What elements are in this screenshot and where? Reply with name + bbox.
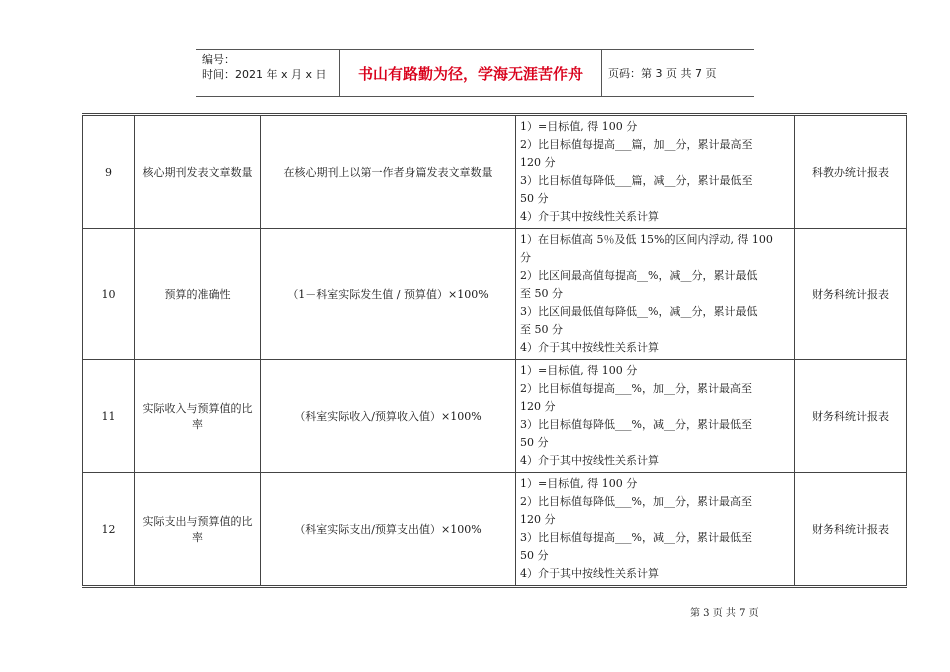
scoring-rules	[516, 115, 795, 229]
rule-line: 至 50 分	[520, 287, 563, 300]
data-source: 财务科统计报表	[795, 229, 907, 360]
rule-line: 1）在目标值高 5％及低 15%的区间内浮动, 得 100	[520, 233, 773, 246]
rule-line: 3）比目标值每降低___%，减__分，累计最低至	[520, 418, 752, 431]
indicator-formula: （科室实际支出/预算支出值）×100%	[261, 473, 516, 587]
header-motto: 书山有路勤为径，学海无涯苦作舟	[340, 50, 602, 96]
row-number: 9	[83, 115, 135, 229]
rule-line: 1）=目标值, 得 100 分	[520, 120, 638, 133]
indicator-name: 预算的准确性	[135, 229, 261, 360]
table-row	[83, 229, 907, 360]
rule-line: 4）介于其中按线性关系计算	[520, 567, 659, 580]
rule-line: 至 50 分	[520, 323, 563, 336]
header-meta	[196, 50, 340, 96]
indicator-name: 实际支出与预算值的比率	[135, 473, 261, 587]
scoring-rules	[516, 473, 795, 587]
rule-line: 分	[520, 251, 531, 264]
row-number: 11	[83, 360, 135, 473]
rule-line: 4）介于其中按线性关系计算	[520, 454, 659, 467]
table-row	[83, 115, 907, 229]
rule-line: 120 分	[520, 156, 556, 169]
header-page-number: 页码：第 3 页 共 7 页	[608, 67, 717, 80]
rule-line: 4）介于其中按线性关系计算	[520, 210, 659, 223]
rule-line: 50 分	[520, 192, 549, 205]
rule-line: 4）介于其中按线性关系计算	[520, 341, 659, 354]
rule-line: 1）=目标值, 得 100 分	[520, 477, 638, 490]
rule-line: 2）比目标值每提高___篇，加__分，累计最高至	[520, 138, 753, 151]
indicator-name: 实际收入与预算值的比率	[135, 360, 261, 473]
indicator-table	[82, 113, 907, 588]
document-number-label: 编号：	[202, 53, 235, 66]
rule-line: 2）比目标值每降低___%，加__分，累计最高至	[520, 495, 752, 508]
page-header	[196, 49, 754, 97]
rule-line: 1）=目标值, 得 100 分	[520, 364, 638, 377]
table-row	[83, 360, 907, 473]
rule-line: 50 分	[520, 436, 549, 449]
rule-line: 2）比目标值每提高___%，加__分，累计最高至	[520, 382, 752, 395]
indicator-formula: （1－科室实际发生值 / 预算值）×100%	[261, 229, 516, 360]
rule-line: 120 分	[520, 513, 556, 526]
data-source: 财务科统计报表	[795, 360, 907, 473]
rule-line: 3）比目标值每降低___篇，减__分，累计最低至	[520, 174, 753, 187]
scoring-rules	[516, 229, 795, 360]
data-source: 财务科统计报表	[795, 473, 907, 587]
scoring-rules	[516, 360, 795, 473]
rule-line: 120 分	[520, 400, 556, 413]
document-time-label: 时间：2021 年 x 月 x 日	[202, 68, 327, 81]
indicator-formula: （科室实际收入/预算收入值）×100%	[261, 360, 516, 473]
rule-line: 2）比区间最高值每提高__%，减__分，累计最低	[520, 269, 758, 282]
data-source: 科教办统计报表	[795, 115, 907, 229]
rule-line: 3）比区间最低值每降低__%，减__分，累计最低	[520, 305, 758, 318]
row-number: 10	[83, 229, 135, 360]
table-row	[83, 473, 907, 587]
rule-line: 3）比目标值每提高___%，减__分，累计最低至	[520, 531, 752, 544]
indicator-name: 核心期刊发表文章数量	[135, 115, 261, 229]
page-footer: 第 3 页 共 7 页	[690, 608, 759, 619]
row-number: 12	[83, 473, 135, 587]
rule-line: 50 分	[520, 549, 549, 562]
indicator-formula: 在核心期刊上以第一作者身篇发表文章数量	[261, 115, 516, 229]
